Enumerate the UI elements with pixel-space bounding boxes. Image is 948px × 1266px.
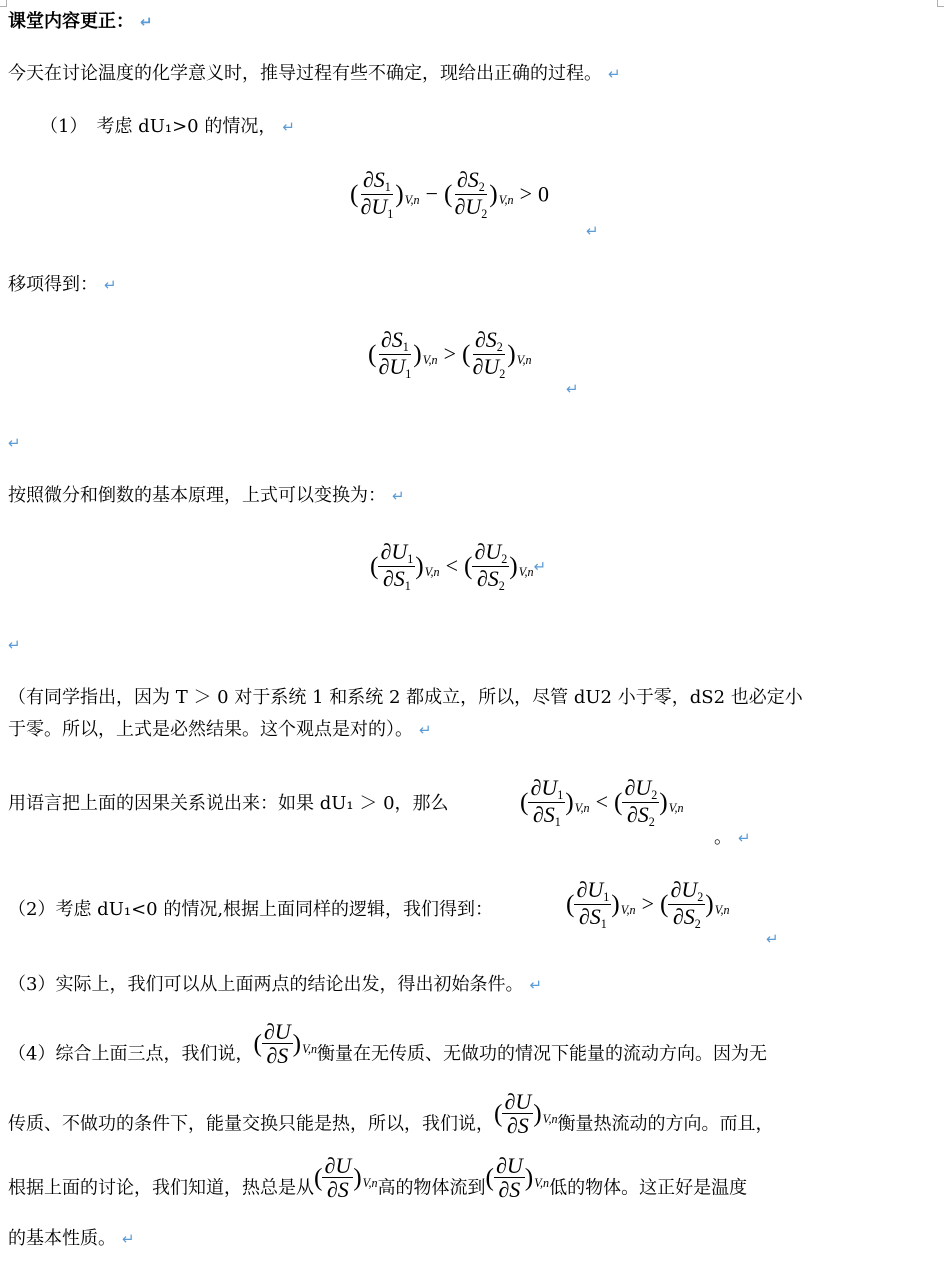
paragraph-mark-icon: ↵ bbox=[419, 721, 432, 739]
case2-text: （2）考虑 dU₁<0 的情况,根据上面同样的逻辑，我们得到： bbox=[8, 899, 494, 920]
var-S: S bbox=[337, 1177, 349, 1203]
var-U: U bbox=[274, 1019, 291, 1044]
fraction-dU1-dS1 bbox=[574, 878, 611, 931]
paren: ( bbox=[614, 787, 623, 816]
var-U: U bbox=[465, 193, 482, 219]
paren: ( bbox=[660, 889, 669, 918]
partial-symbol: ∂ bbox=[380, 327, 392, 352]
subscript: 2 bbox=[697, 890, 704, 905]
paren: ( bbox=[485, 1163, 494, 1192]
var-S: S bbox=[373, 167, 385, 192]
gt-operator: > bbox=[641, 891, 655, 917]
subscript-vn: V,n bbox=[362, 1176, 378, 1191]
paren: ( bbox=[520, 787, 529, 816]
paragraph-mark-icon: ↵ bbox=[533, 557, 547, 576]
subscript: 1 bbox=[554, 815, 561, 830]
subscript: 2 bbox=[648, 815, 655, 830]
page-corner-left bbox=[0, 0, 7, 7]
paren: ) bbox=[705, 889, 714, 918]
transform-paragraph bbox=[8, 484, 405, 508]
partial-symbol: ∂ bbox=[378, 353, 390, 379]
page-corner-right bbox=[937, 0, 944, 7]
fraction-dU2-dS2 bbox=[668, 878, 705, 931]
partial-symbol: ∂ bbox=[578, 903, 590, 929]
paren: ) bbox=[292, 1029, 302, 1058]
partial-symbol: ∂ bbox=[576, 877, 588, 902]
move-paragraph bbox=[8, 273, 117, 297]
note-line-2 bbox=[8, 718, 432, 742]
subscript: 1 bbox=[600, 917, 607, 932]
inline-fraction-dU-dS bbox=[486, 1154, 550, 1201]
var-S: S bbox=[543, 801, 555, 827]
paren: ) bbox=[533, 1099, 542, 1128]
para-b-prefix-text: 传质、不做功的条件下，能量交换只能是热，所以，我们说， bbox=[8, 1113, 494, 1135]
var-S: S bbox=[487, 565, 499, 591]
subscript: 1 bbox=[384, 180, 391, 195]
paren: ( bbox=[462, 339, 471, 368]
partial-symbol: ∂ bbox=[326, 1177, 338, 1203]
partial-symbol: ∂ bbox=[380, 539, 392, 564]
var-U: U bbox=[335, 1153, 352, 1178]
partial-symbol: ∂ bbox=[530, 775, 542, 800]
subscript-vn: V,n bbox=[518, 565, 534, 580]
var-U: U bbox=[389, 353, 406, 379]
paren: ) bbox=[659, 787, 668, 816]
var-S: S bbox=[485, 327, 497, 352]
case3-text: （3）实际上，我们可以从上面两点的结论出发，得出初始条件。 bbox=[8, 974, 524, 995]
equation-2 bbox=[368, 328, 532, 381]
partial-symbol: ∂ bbox=[324, 1153, 336, 1178]
transform-text: 按照微分和倒数的基本原理，上式可以变换为： bbox=[8, 485, 386, 506]
subscript-vn: V,n bbox=[498, 193, 514, 208]
partial-symbol: ∂ bbox=[456, 167, 468, 192]
var-S: S bbox=[517, 1113, 529, 1139]
fraction-dS2-dU2 bbox=[452, 168, 489, 221]
partial-symbol: ∂ bbox=[498, 1177, 510, 1203]
subscript: 2 bbox=[481, 207, 488, 222]
subscript-vn: V,n bbox=[668, 801, 684, 816]
case3-paragraph bbox=[8, 973, 542, 997]
paren: ( bbox=[464, 551, 473, 580]
paragraph-mark-icon: ↵ bbox=[529, 976, 543, 994]
var-U: U bbox=[371, 193, 388, 219]
partial-symbol: ∂ bbox=[532, 801, 544, 827]
subscript: 1 bbox=[405, 367, 412, 382]
var-S: S bbox=[391, 327, 403, 352]
move-text: 移项得到： bbox=[8, 274, 98, 295]
subscript-vn: V,n bbox=[714, 903, 730, 918]
paren: ) bbox=[395, 179, 404, 208]
var-U: U bbox=[587, 877, 604, 902]
partial-symbol: ∂ bbox=[454, 193, 466, 219]
paren: ( bbox=[350, 179, 359, 208]
lt-operator: < bbox=[445, 553, 459, 579]
paragraph-mark-icon: ↵ bbox=[766, 930, 779, 948]
paren: ) bbox=[507, 339, 516, 368]
paren: ) bbox=[611, 889, 620, 918]
var-U: U bbox=[515, 1089, 532, 1114]
subscript: 2 bbox=[496, 340, 503, 355]
fraction-dU2-dS2 bbox=[622, 776, 659, 829]
equation-5 bbox=[566, 878, 730, 931]
var-S: S bbox=[277, 1043, 289, 1069]
subscript-vn: V,n bbox=[542, 1112, 558, 1127]
partial-symbol: ∂ bbox=[672, 903, 684, 929]
para-c-prefix-text: 根据上面的讨论，我们知道，热总是从 bbox=[8, 1177, 314, 1199]
subscript: 2 bbox=[498, 579, 505, 594]
intro-text: 今天在讨论温度的化学意义时，推导过程有些不确定，现给出正确的过程。 bbox=[8, 63, 602, 84]
paragraph-mark-icon: ↵ bbox=[586, 222, 599, 240]
causal-text: 用语言把上面的因果关系说出来：如果 dU₁ ＞ 0，那么 bbox=[8, 793, 449, 814]
paren: ) bbox=[524, 1163, 534, 1192]
case4-suffix-text: 衡量在无传质、无做功的情况下能量的流动方向。因为无 bbox=[317, 1043, 767, 1065]
subscript-vn: V,n bbox=[404, 193, 420, 208]
partial-symbol: ∂ bbox=[266, 1043, 278, 1069]
partial-symbol: ∂ bbox=[362, 167, 374, 192]
var-S: S bbox=[467, 167, 479, 192]
paragraph-mark-icon: ↵ bbox=[8, 636, 21, 654]
fraction-dS1-dU1 bbox=[376, 328, 413, 381]
subscript: 2 bbox=[501, 552, 508, 567]
var-S: S bbox=[637, 801, 649, 827]
gt-operator: > bbox=[443, 341, 457, 367]
partial-symbol: ∂ bbox=[670, 877, 682, 902]
equation-4 bbox=[520, 776, 684, 829]
partial-symbol: ∂ bbox=[474, 327, 486, 352]
intro-paragraph bbox=[8, 62, 621, 86]
partial-symbol: ∂ bbox=[506, 1113, 518, 1139]
subscript: 2 bbox=[694, 917, 701, 932]
paragraph-mark-icon: ↵ bbox=[122, 1230, 135, 1248]
case2-paragraph bbox=[8, 898, 493, 922]
case4-line-1 bbox=[8, 1019, 767, 1069]
partial-symbol: ∂ bbox=[476, 565, 488, 591]
section-title-text: 课堂内容更正： bbox=[8, 11, 134, 32]
var-U: U bbox=[681, 877, 698, 902]
case4-line-4 bbox=[8, 1227, 135, 1251]
para-c-suffix-text: 低的物体。这正好是温度 bbox=[549, 1177, 748, 1199]
var-S: S bbox=[393, 565, 405, 591]
fraction-dU1-dS1 bbox=[528, 776, 565, 829]
case1-paragraph bbox=[40, 115, 295, 139]
subscript-vn: V,n bbox=[422, 353, 438, 368]
partial-symbol: ∂ bbox=[472, 353, 484, 379]
var-U: U bbox=[485, 539, 502, 564]
para-c-mid-text: 高的物体流到 bbox=[377, 1177, 486, 1199]
paragraph-mark-icon: ↵ bbox=[738, 829, 751, 847]
causal-paragraph bbox=[8, 792, 449, 816]
paren: ) bbox=[413, 339, 422, 368]
subscript: 2 bbox=[651, 788, 658, 803]
fraction-dU2-dS2 bbox=[472, 540, 509, 593]
var-S: S bbox=[509, 1177, 521, 1203]
case4-line-3 bbox=[8, 1153, 748, 1203]
subscript-vn: V,n bbox=[534, 1176, 550, 1191]
var-U: U bbox=[483, 353, 500, 379]
case4-line-2 bbox=[8, 1089, 774, 1139]
note-line-1 bbox=[8, 686, 803, 710]
partial-symbol: ∂ bbox=[624, 775, 636, 800]
paren: ) bbox=[489, 179, 498, 208]
subscript-vn: V,n bbox=[574, 801, 590, 816]
equation-1 bbox=[350, 168, 549, 221]
var-U: U bbox=[391, 539, 408, 564]
subscript: 1 bbox=[603, 890, 610, 905]
subscript-vn: V,n bbox=[620, 903, 636, 918]
subscript: 2 bbox=[478, 180, 485, 195]
paren: ( bbox=[253, 1029, 262, 1058]
subscript: 1 bbox=[402, 340, 409, 355]
zero: 0 bbox=[538, 181, 550, 207]
partial-symbol: ∂ bbox=[360, 193, 372, 219]
partial-symbol: ∂ bbox=[474, 539, 486, 564]
subscript-vn: V,n bbox=[516, 353, 532, 368]
subscript-vn: V,n bbox=[302, 1042, 317, 1057]
subscript: 2 bbox=[499, 367, 506, 382]
paren: ) bbox=[509, 551, 518, 580]
paragraph-mark-icon: ↵ bbox=[140, 13, 153, 31]
subscript: 1 bbox=[404, 579, 411, 594]
causal-end bbox=[714, 826, 751, 850]
note-text-2: 于零。所以，上式是必然结果。这个观点是对的）。 bbox=[8, 719, 413, 740]
paren: ) bbox=[415, 551, 424, 580]
partial-symbol: ∂ bbox=[263, 1019, 275, 1044]
subscript: 1 bbox=[407, 552, 414, 567]
paren: ( bbox=[314, 1163, 323, 1192]
paren: ) bbox=[565, 787, 574, 816]
var-U: U bbox=[506, 1153, 523, 1178]
gt-operator: > bbox=[519, 181, 533, 207]
subscript-vn: V,n bbox=[424, 565, 440, 580]
paren: ( bbox=[494, 1099, 503, 1128]
inline-fraction-dU-dS bbox=[314, 1154, 378, 1201]
paren: ( bbox=[566, 889, 575, 918]
paren: ( bbox=[370, 551, 379, 580]
lt-operator: < bbox=[595, 789, 609, 815]
var-S: S bbox=[589, 903, 601, 929]
fraction-dS2-dU2 bbox=[470, 328, 507, 381]
paragraph-mark-icon: ↵ bbox=[392, 487, 405, 505]
subscript: 1 bbox=[387, 207, 394, 222]
paragraph-mark-icon: ↵ bbox=[566, 380, 579, 398]
paragraph-mark-icon: ↵ bbox=[282, 118, 295, 136]
paren: ( bbox=[368, 339, 377, 368]
causal-suffix-text: 。 bbox=[714, 827, 732, 848]
paragraph-mark-icon: ↵ bbox=[8, 434, 21, 452]
paren: ( bbox=[444, 179, 453, 208]
partial-symbol: ∂ bbox=[504, 1089, 516, 1114]
fraction-dS1-dU1 bbox=[358, 168, 395, 221]
var-S: S bbox=[683, 903, 695, 929]
subscript: 1 bbox=[557, 788, 564, 803]
inline-fraction-dU-dS bbox=[253, 1020, 317, 1067]
para-b-suffix-text: 衡量热流动的方向。而且， bbox=[557, 1113, 774, 1135]
minus-operator: − bbox=[425, 181, 439, 207]
var-U: U bbox=[541, 775, 558, 800]
case4-prefix-text: （4）综合上面三点，我们说， bbox=[8, 1043, 254, 1065]
equation-3 bbox=[370, 540, 546, 593]
partial-symbol: ∂ bbox=[382, 565, 394, 591]
var-U: U bbox=[635, 775, 652, 800]
partial-symbol: ∂ bbox=[495, 1153, 507, 1178]
note-text-1: （有同学指出，因为 T ＞ 0 对于系统 1 和系统 2 都成立，所以，尽管 dU2 小于零，dS2 也必定小 bbox=[8, 687, 803, 708]
inline-fraction-dU-dS bbox=[494, 1090, 558, 1137]
paren: ) bbox=[353, 1163, 362, 1192]
para-d-text: 的基本性质。 bbox=[8, 1228, 116, 1249]
paragraph-mark-icon: ↵ bbox=[104, 276, 117, 294]
fraction-dU1-dS1 bbox=[378, 540, 415, 593]
case1-text: （1） 考虑 dU₁>0 的情况， bbox=[40, 116, 277, 137]
partial-symbol: ∂ bbox=[626, 801, 638, 827]
paragraph-mark-icon: ↵ bbox=[608, 65, 621, 83]
section-title bbox=[8, 10, 153, 34]
